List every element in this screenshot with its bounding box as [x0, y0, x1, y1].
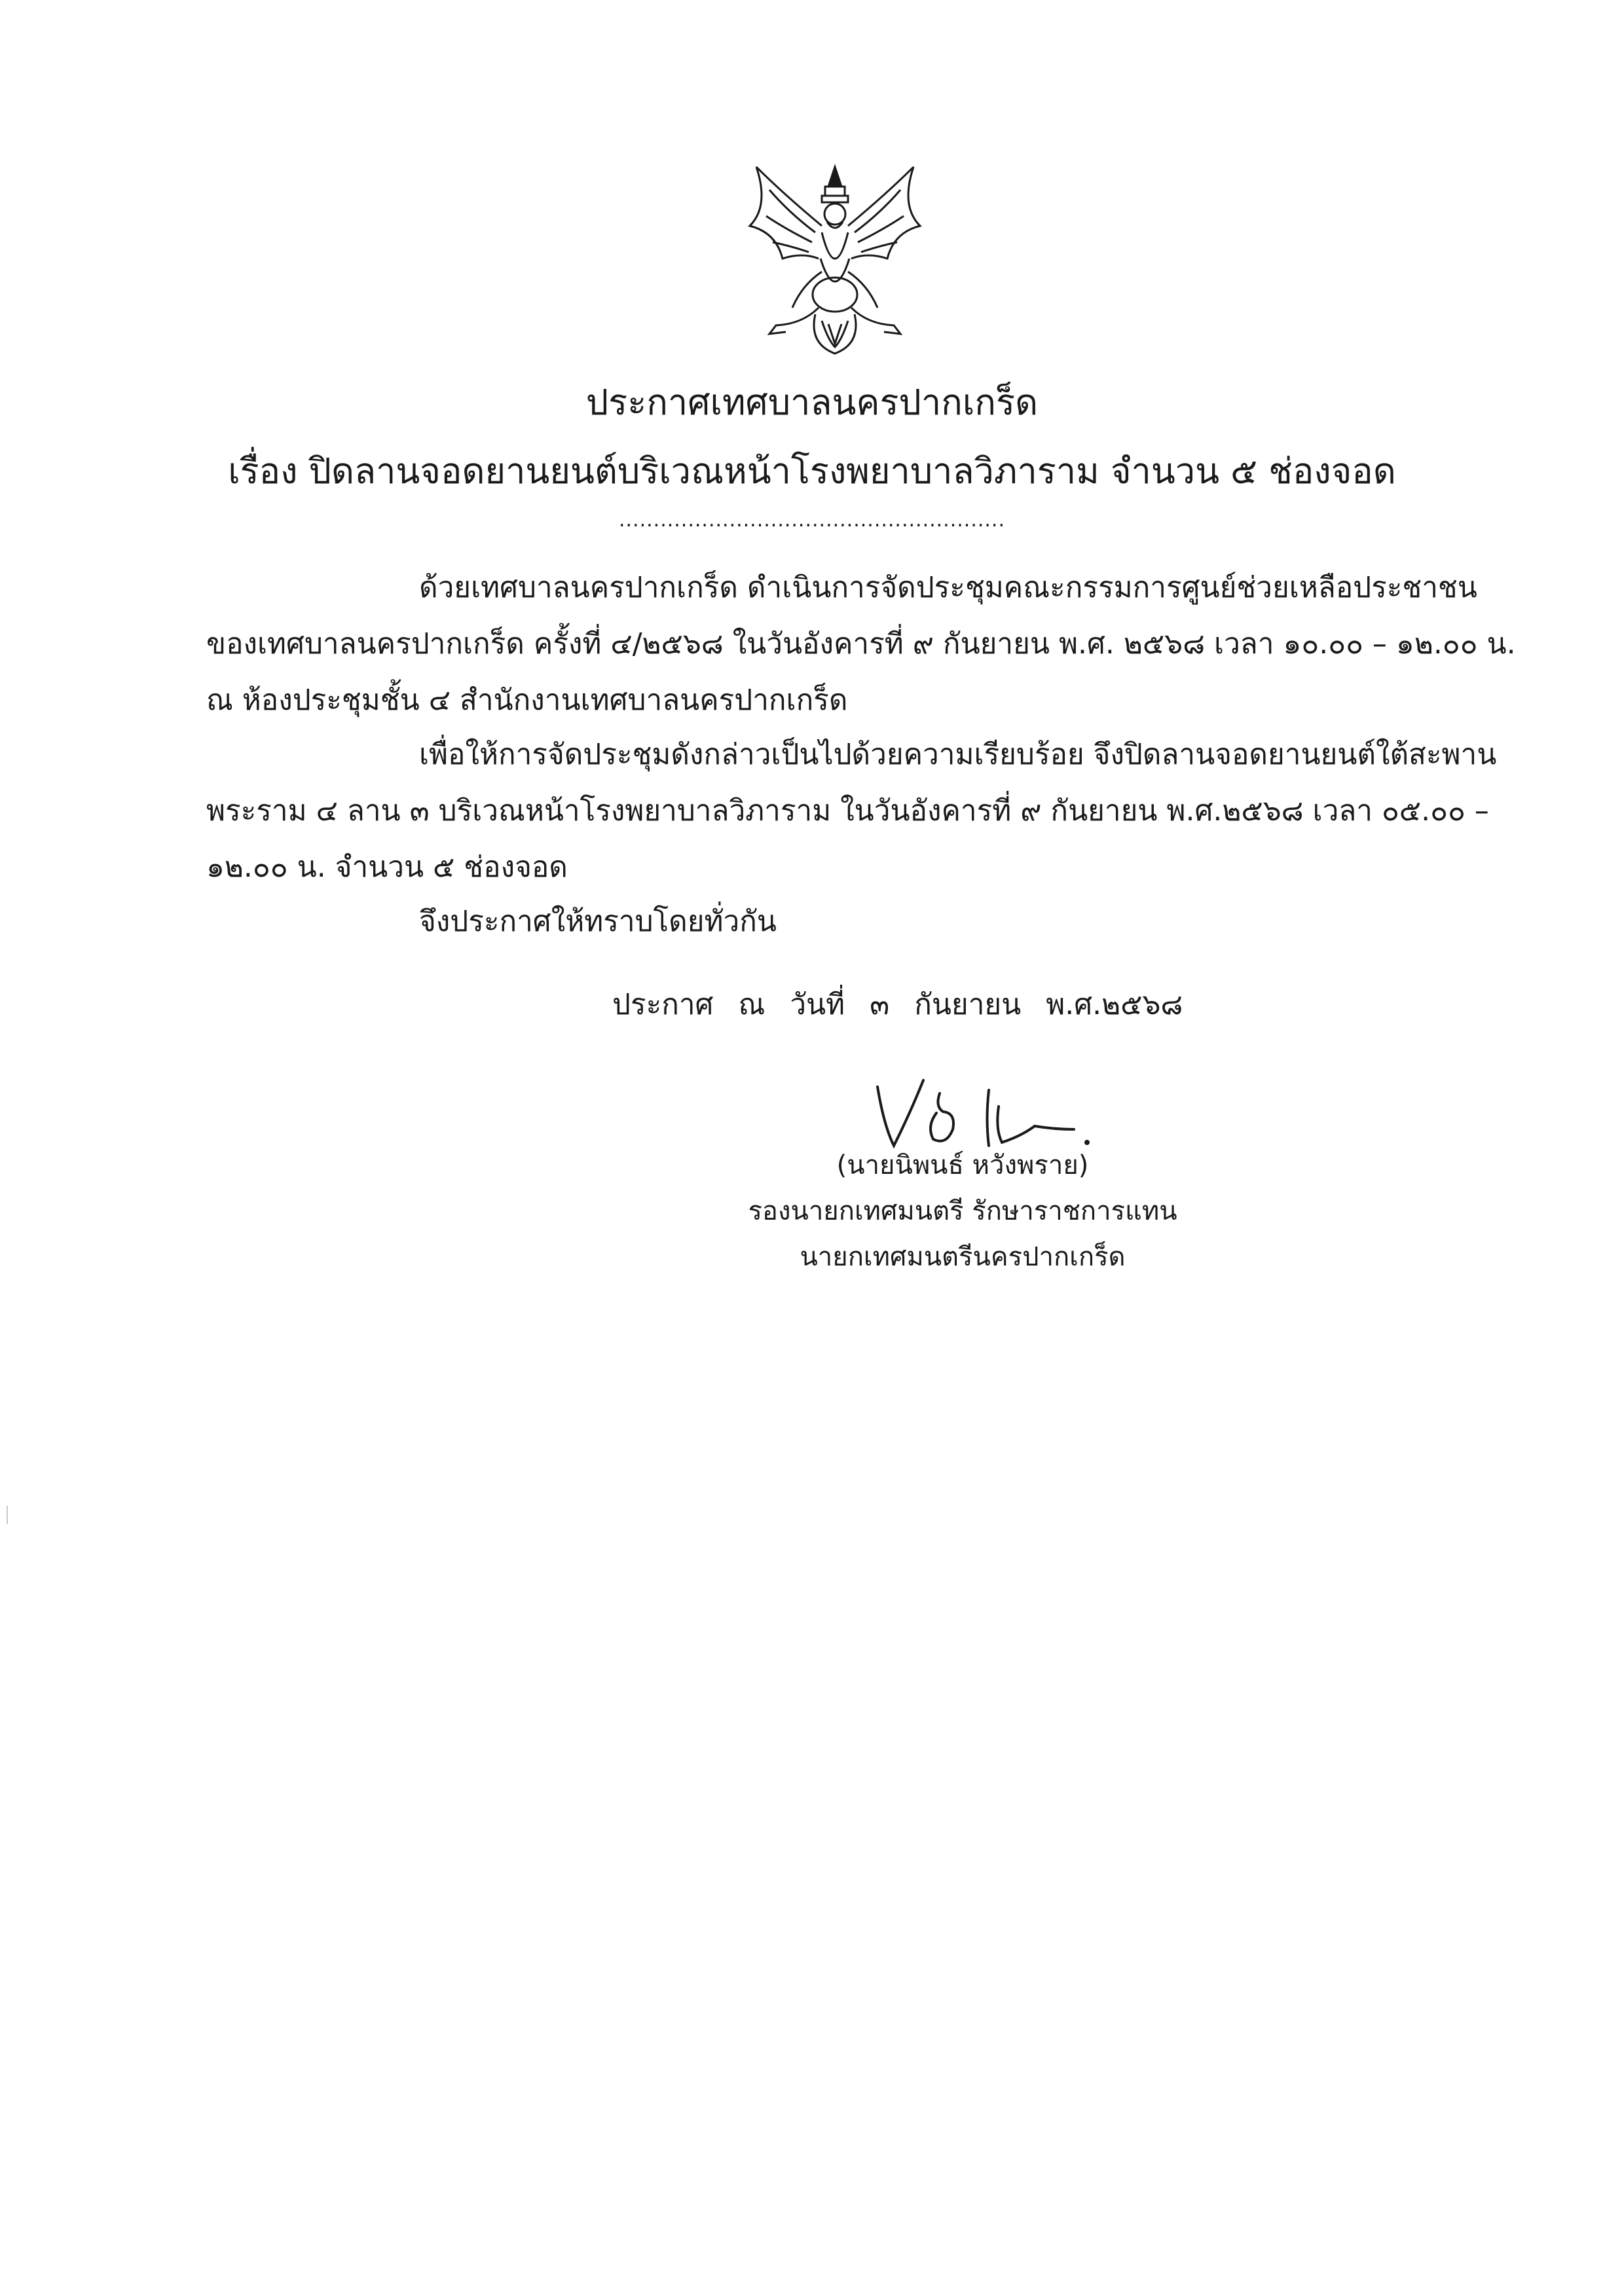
- document-title: ประกาศเทศบาลนครปากเกร็ด: [585, 382, 1039, 423]
- date-day-label: วันที่: [790, 988, 845, 1021]
- document-subject: เรื่อง ปิดลานจอดยานยนต์บริเวณหน้าโรงพยาบาลวิภาราม จำนวน ๕ ช่องจอด: [228, 450, 1396, 492]
- scan-margin-mark: [7, 1506, 8, 1524]
- date-month: กันยายน: [914, 988, 1022, 1021]
- garuda-emblem-icon: [730, 154, 940, 363]
- signer-position-2: นายกเทศมนตรีนครปากเกร็ด: [800, 1242, 1126, 1272]
- paragraph-line: ด้วยเทศบาลนครปากเกร็ด ดำเนินการจัดประชุมคณะกรรมการศูนย์ช่วยเหลือประชาชน: [419, 571, 1477, 604]
- paragraph-closure: [206, 727, 1497, 896]
- date-day: ๓: [870, 988, 890, 1021]
- paragraph-meeting: [206, 560, 1516, 729]
- date-at: ณ: [738, 988, 766, 1021]
- signer-position: รองนายกเทศมนตรี รักษาราชการแทน: [748, 1196, 1177, 1226]
- paragraph-line: พระราม ๔ ลาน ๓ บริเวณหน้าโรงพยาบาลวิภาราม ในวันอังคารที่ ๙ กันยายน พ.ศ.๒๕๖๘ เวลา ๐๕.๐๐ –: [206, 794, 1489, 828]
- paragraph-line: ๑๒.๐๐ น. จำนวน ๕ ช่องจอด: [206, 850, 568, 884]
- paragraph-line: เพื่อให้การจัดประชุมดังกล่าวเป็นไปด้วยความเรียบร้อย จึงปิดลานจอดยานยนต์ใต้สะพาน: [419, 738, 1497, 771]
- announcement-date: [612, 979, 1198, 1031]
- paragraph-line: ของเทศบาลนครปากเกร็ด ครั้งที่ ๔/๒๕๖๘ ในวันอังคารที่ ๙ กันยายน พ.ศ. ๒๕๖๘ เวลา ๑๐.๐๐ – ๑๒.๐๐ น.: [206, 627, 1516, 661]
- signer-name: (นายนิพนธ์ หวังพราย): [836, 1150, 1089, 1180]
- date-year: พ.ศ.๒๕๖๘: [1046, 988, 1183, 1021]
- paragraph-line: ณ ห้องประชุมชั้น ๔ สำนักงานเทศบาลนครปากเกร็ด: [206, 683, 848, 717]
- closing-statement: จึงประกาศให้ทราบโดยทั่วกัน: [419, 905, 777, 938]
- date-prefix: ประกาศ: [612, 988, 714, 1021]
- title-separator: ........................................................: [618, 509, 1006, 532]
